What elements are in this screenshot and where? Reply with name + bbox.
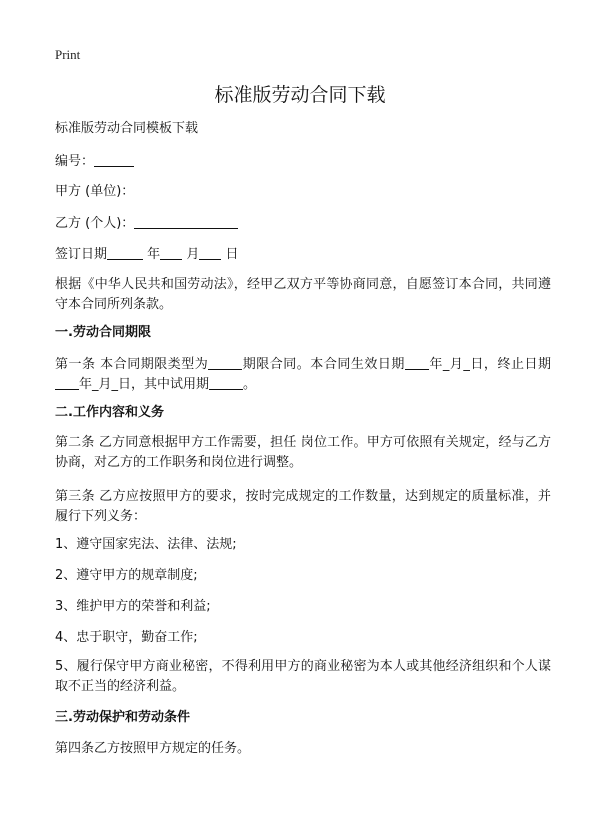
article-1-part4: 年_月_日，其中试用期 xyxy=(79,377,210,392)
contract-type-blank xyxy=(208,355,242,370)
article-3: 第三条 乙方应按照甲方的要求，按时完成规定的工作数量，达到规定的质量标准，并履行下列义务： xyxy=(55,489,551,524)
end-year-blank xyxy=(55,375,79,390)
sign-year-blank xyxy=(107,245,143,260)
article-4: 第四条乙方按照甲方规定的任务。 xyxy=(55,741,251,756)
article-1 xyxy=(55,355,551,395)
party-b-field xyxy=(55,214,238,233)
duty-item: 5、履行保守甲方商业秘密，不得利用甲方的商业秘密为本人或其他经济组织和个人谋取不正当的经济利益。 xyxy=(55,659,551,694)
sign-month-label: 月 xyxy=(186,247,200,262)
sign-month-blank xyxy=(160,245,182,260)
number-label: 编号： xyxy=(55,154,95,169)
start-year-blank xyxy=(405,355,429,370)
party-a-label: 甲方 (单位)： xyxy=(55,184,135,199)
document-subtitle: 标准版劳动合同模板下载 xyxy=(55,121,199,136)
number-blank xyxy=(94,152,134,167)
sign-day-label: 日 xyxy=(225,247,239,262)
article-1-part5: 。 xyxy=(243,377,257,392)
duty-item: 3、维护甲方的荣誉和利益; xyxy=(55,599,211,614)
party-b-blank xyxy=(134,214,238,229)
sign-date-label: 签订日期 xyxy=(55,247,108,262)
probation-blank xyxy=(209,375,243,390)
article-1-part3: 年_月_日，终止日期 xyxy=(428,357,551,372)
section-heading-1: 一.劳动合同期限 xyxy=(55,325,151,340)
article-1-part1: 第一条 本合同期限类型为 xyxy=(55,357,209,372)
party-b-label: 乙方 (个人)： xyxy=(55,216,135,231)
article-2: 第二条 乙方同意根据甲方工作需要，担任 岗位工作。甲方可依照有关规定，经与乙方协商，对乙方的工作职务和岗位进行调整。 xyxy=(55,435,551,470)
print-link[interactable]: Print xyxy=(55,47,81,62)
section-heading-3: 三.劳动保护和劳动条件 xyxy=(55,710,190,725)
article-1-part2: 期限合同。本合同生效日期 xyxy=(242,357,405,372)
party-a-field xyxy=(55,183,134,201)
sign-year-label: 年 xyxy=(147,247,161,262)
sign-day-blank xyxy=(199,245,221,260)
duty-item: 1、遵守国家宪法、法律、法规; xyxy=(55,537,237,552)
intro-paragraph: 根据《中华人民共和国劳动法》，经甲乙双方平等协商同意，自愿签订本合同，共同遵守本合同所列条款。 xyxy=(55,277,551,312)
number-field xyxy=(55,152,134,171)
sign-date-field xyxy=(55,245,238,264)
document-title: 标准版劳动合同下载 xyxy=(214,84,386,106)
duty-item: 2、遵守甲方的规章制度; xyxy=(55,568,198,583)
duty-item: 4、忠于职守，勤奋工作; xyxy=(55,630,198,645)
section-heading-2: 二.工作内容和义务 xyxy=(55,405,164,420)
